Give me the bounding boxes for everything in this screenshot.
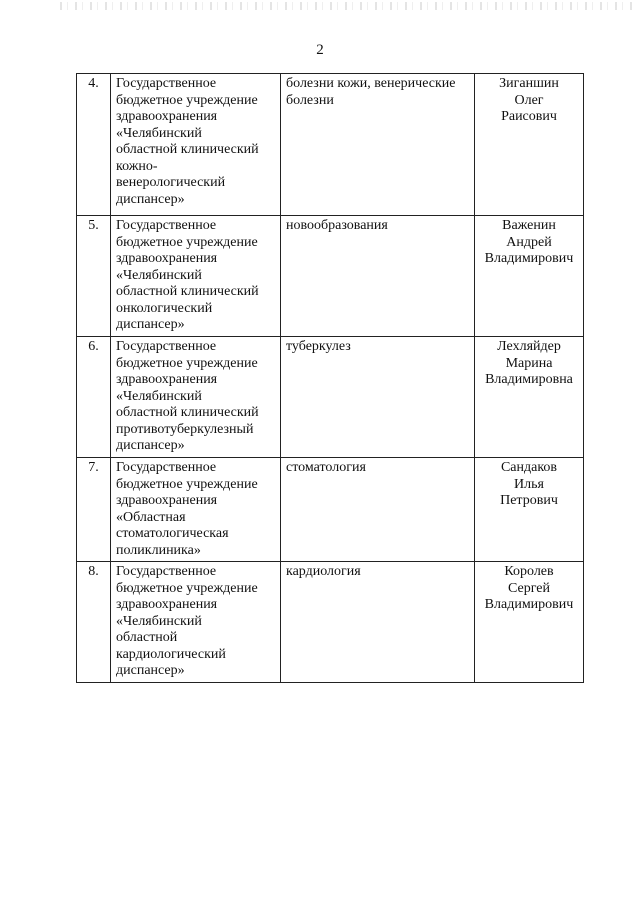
responsible-person: Сандаков Илья Петрович bbox=[475, 458, 584, 562]
row-number: 8. bbox=[77, 562, 111, 683]
organization-name: Государственное бюджетное учреждение здравоохранения «Челябинский областной кардиологический диспансер» bbox=[111, 562, 281, 683]
table-row bbox=[77, 337, 584, 458]
row-number: 6. bbox=[77, 337, 111, 458]
organization-name: Государственное бюджетное учреждение здравоохранения «Челябинский областной клинический противотуберкулезный диспансер» bbox=[111, 337, 281, 458]
organization-name: Государственное бюджетное учреждение здравоохранения «Челябинский областной клинический онкологический диспансер» bbox=[111, 216, 281, 337]
page-number: 2 bbox=[316, 42, 324, 58]
row-number: 4. bbox=[77, 74, 111, 216]
responsible-person: Лехляйдер Марина Владимировна bbox=[475, 337, 584, 458]
institutions-table bbox=[76, 73, 584, 683]
responsible-person: Важенин Андрей Владимирович bbox=[475, 216, 584, 337]
medical-profile: стоматология bbox=[281, 458, 475, 562]
medical-profile: кардиология bbox=[281, 562, 475, 683]
table-row bbox=[77, 74, 584, 216]
responsible-person: Королев Сергей Владимирович bbox=[475, 562, 584, 683]
table-row bbox=[77, 216, 584, 337]
table-row bbox=[77, 458, 584, 562]
medical-profile: болезни кожи, венерические болезни bbox=[281, 74, 475, 216]
medical-profile: туберкулез bbox=[281, 337, 475, 458]
row-number: 7. bbox=[77, 458, 111, 562]
table-row bbox=[77, 562, 584, 683]
row-number: 5. bbox=[77, 216, 111, 337]
medical-profile: новообразования bbox=[281, 216, 475, 337]
organization-name: Государственное бюджетное учреждение здравоохранения «Челябинский областной клинический кожно- венерологический диспансер» bbox=[111, 74, 281, 216]
organization-name: Государственное бюджетное учреждение здравоохранения «Областная стоматологическая поликлиника» bbox=[111, 458, 281, 562]
responsible-person: Зиганшин Олег Раисович bbox=[475, 74, 584, 216]
scan-artifact bbox=[60, 2, 635, 10]
